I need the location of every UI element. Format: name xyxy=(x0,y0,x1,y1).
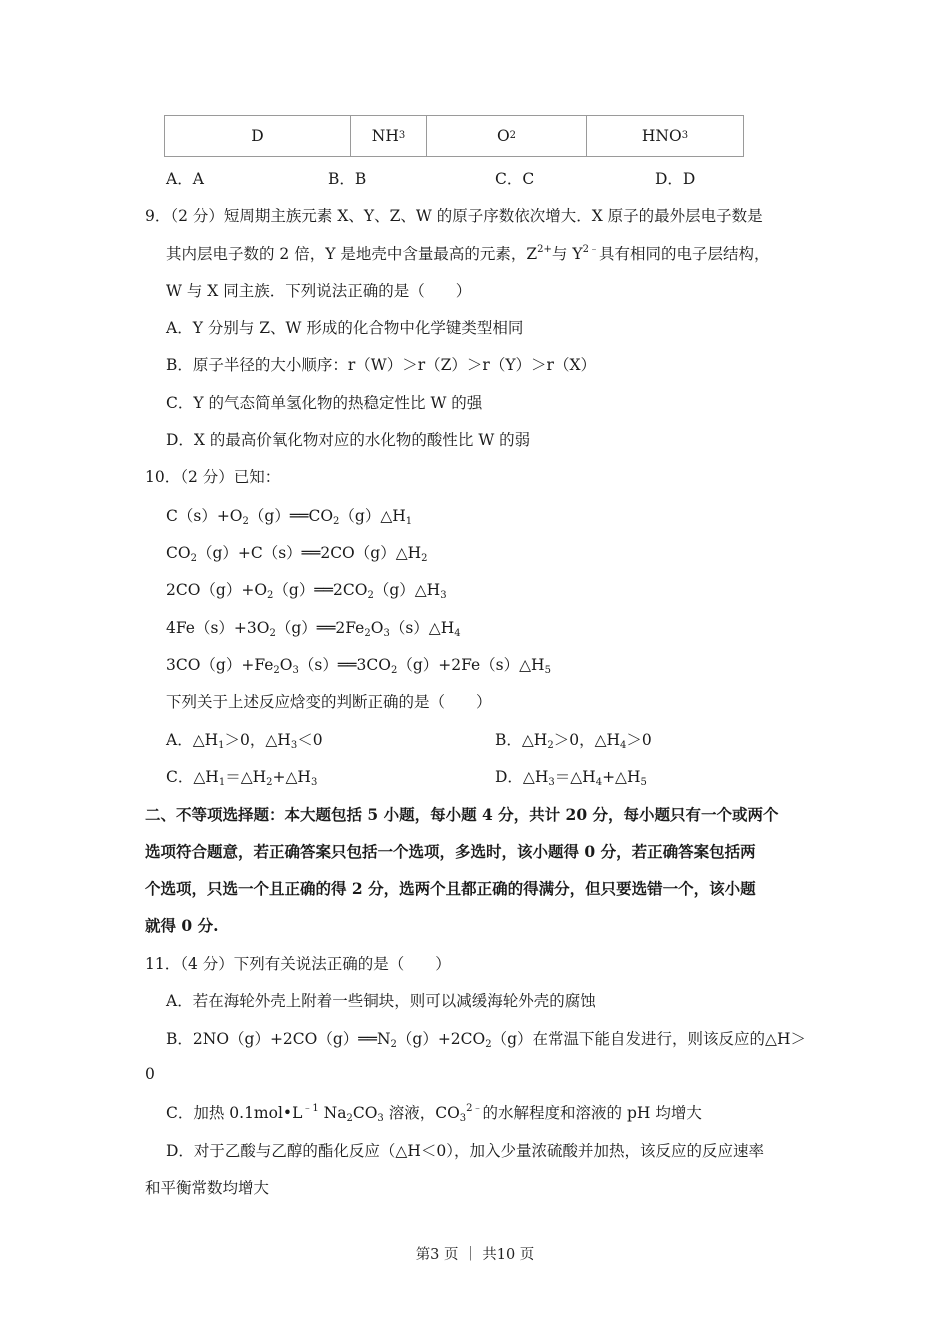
q10-stem: 下列关于上述反应焓变的判断正确的是（ ） xyxy=(166,693,492,711)
q10-equation-1: $C(s)+O_2(g)══CO_2(g)\triangle H_1$ xyxy=(166,507,413,527)
q9-option-a: A．Y 分别与 Z、W 形成的化合物中化学键类型相同 xyxy=(166,319,524,337)
q10-title: 10．（2 分）已知： xyxy=(145,468,281,486)
q8-option-a: A．A xyxy=(166,170,204,188)
q8-option-b: B．B xyxy=(328,170,367,188)
q9-option-b: B．原子半径的大小顺序：r（W）＞r（Z）＞r（Y）＞r（X） xyxy=(166,356,596,374)
q9-stem-line3: W 与 X 同主族．下列说法正确的是（ ） xyxy=(166,282,472,300)
section2-instructions-line3: 个选项，只选一个且正确的得 2 分，选两个且都正确的得满分，但只要选错一个，该小题 xyxy=(145,879,756,898)
q8-option-d: D．D xyxy=(655,170,696,188)
table-cell-nh3: NH 3 xyxy=(351,116,427,156)
q11-option-d-line1: D．对于乙酸与乙醇的酯化反应（△H＜0），加入少量浓硫酸并加热，该反应的反应速率 xyxy=(166,1142,764,1160)
page-footer: 第3 页 ｜ 共10 页 xyxy=(415,1247,535,1263)
q10-equation-5: $3CO(g)+Fe_2O_3(s)══3CO_2(g)+2Fe(s)\triangle H_5$ xyxy=(166,656,551,676)
q11-option-a: A．若在海轮外壳上附着一些铜块，则可以减缓海轮外壳的腐蚀 xyxy=(166,992,596,1010)
section2-instructions-line4: 就得 0 分. xyxy=(145,916,219,935)
q11-title: 11．（4 分）下列有关说法正确的是（ ） xyxy=(145,955,451,973)
q8-option-c: C．C xyxy=(495,170,535,188)
table-cell-hno3: HNO 3 xyxy=(641,127,689,145)
options-table-row xyxy=(164,115,744,157)
q11-option-b-continued: 0 xyxy=(145,1065,155,1083)
q9-stem-line2: 其内层电子数的 2 倍，Y 是地壳中含量最高的元素，$Z^{2+}$与 $Y^{2﹣}$具有相同的电子层结构， xyxy=(166,244,770,263)
table-cell-o2: O 2 xyxy=(427,116,587,156)
q9-option-d: D．X 的最高价氧化物对应的水化物的酸性比 W 的弱 xyxy=(166,431,531,449)
table-cell-option: D xyxy=(165,116,351,156)
q10-equation-2: $CO_2(g)+C(s)══2CO(g)\triangle H_2$ xyxy=(166,544,428,564)
q10-option-b: B．$\triangle H_2>0$，$\triangle H_4>0$ xyxy=(495,731,652,751)
q11-option-b: B．$2NO(g)+2CO(g)══N_2(g)+2CO_2(g)$在常温下能自发进行，则该反应的△H＞ xyxy=(166,1030,806,1050)
q10-option-a: A．$\triangle H_1>0$，$\triangle H_3<0$ xyxy=(166,731,323,751)
q9-stem-line1: 9．（2 分）短周期主族元素 X、Y、Z、W 的原子序数依次增大．X 原子的最外层电子数是 xyxy=(145,207,763,225)
q9-option-c: C．Y 的气态简单氢化物的热稳定性比 W 的强 xyxy=(166,394,483,412)
q10-option-c: C．$\triangle H_1=\triangle H_2+\triangle H_3$ xyxy=(166,768,318,788)
q10-equation-4: $4Fe(s)+3O_2(g)══2Fe_2O_3(s)\triangle H_4$ xyxy=(166,619,461,639)
q11-option-c: C．加热 $0.1mol•L^{﹣1}$ $Na_2CO_3$ 溶液，$CO_3^{2﹣}$的水解程度和溶液的 pH 均增大 xyxy=(166,1103,702,1124)
q11-option-d-line2: 和平衡常数均增大 xyxy=(145,1179,270,1197)
section2-instructions-line1: 二、不等项选择题：本大题包括 5 小题，每小题 4 分，共计 20 分，每小题只有一个或两个 xyxy=(145,805,779,824)
q10-option-d: D．$\triangle H_3=\triangle H_4+\triangle H_5$ xyxy=(495,768,647,788)
q10-equation-3: $2CO(g)+O_2(g)══2CO_2(g)\triangle H_3$ xyxy=(166,581,447,601)
section2-instructions-line2: 选项符合题意，若正确答案只包括一个选项，多选时，该小题得 0 分，若正确答案包括两 xyxy=(145,842,756,861)
